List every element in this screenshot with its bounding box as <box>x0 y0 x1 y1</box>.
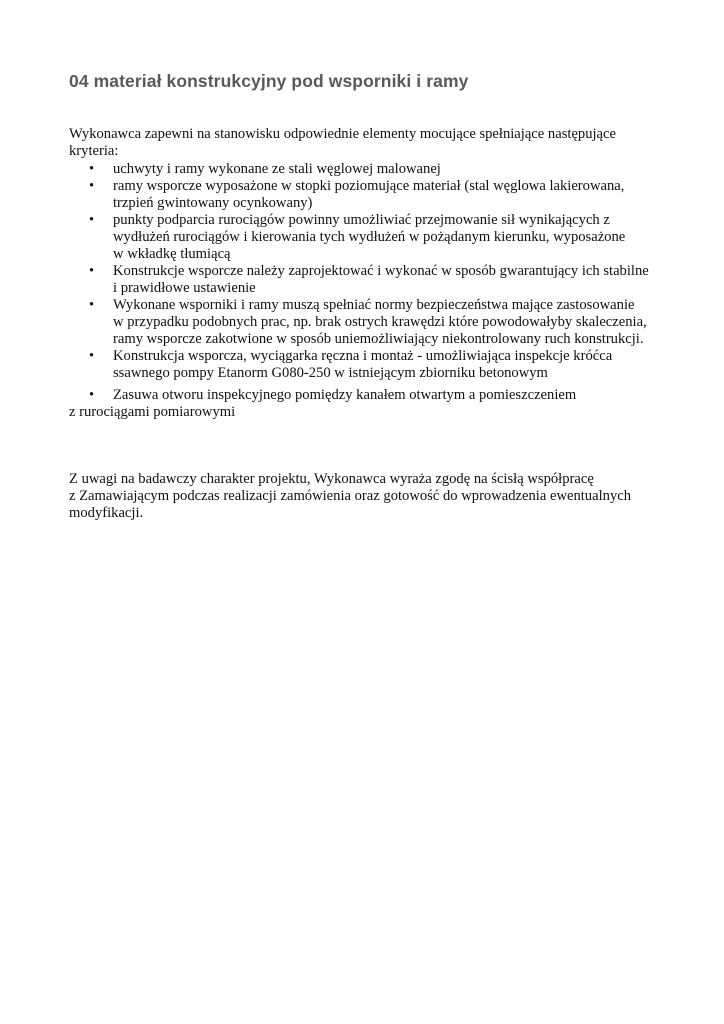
bullet-icon: • <box>89 178 95 194</box>
closing-line: z Zamawiającym podczas realizacji zamówienia oraz gotowość do wprowadzenia ewentualnych <box>69 488 632 504</box>
criteria-list <box>0 161 724 382</box>
criteria-line: Konstrukcja wsporcza, wyciągarka ręczna i montaż - umożliwiająca inspekcje króćca <box>113 348 613 364</box>
criteria-line: w wkładkę tłumiącą <box>113 246 231 262</box>
criteria-line: Wykonane wsporniki i ramy muszą spełniać normy bezpieczeństwa mające zastosowanie <box>113 297 635 313</box>
criteria-line: ssawnego pompy Etanorm G080-250 w istniejącym zbiorniku betonowym <box>113 365 548 381</box>
criteria-line: Konstrukcje wsporcze należy zaprojektować i wykonać w sposób gwarantujący ich stabilne <box>113 263 649 279</box>
criteria-line: ramy wsporcze wyposażone w stopki poziomujące materiał (stal węglowa lakierowana, <box>113 178 625 194</box>
bullet-icon: • <box>89 212 95 228</box>
criteria-list-item <box>0 212 658 263</box>
intro-paragraph: Wykonawca zapewni na stanowisku odpowiednie elementy mocujące spełniające następujące kryteria: <box>69 126 616 159</box>
closing-line: modyfikacji. <box>69 505 144 521</box>
criteria-line: z rurociągami pomiarowymi <box>69 404 236 420</box>
criteria-line: Zasuwa otworu inspekcyjnego pomiędzy kanałem otwartym a pomieszczeniem <box>113 387 577 403</box>
closing-paragraph <box>69 471 669 522</box>
criteria-list-item <box>0 297 658 348</box>
bullet-icon: • <box>89 387 95 403</box>
bullet-icon: • <box>89 348 95 364</box>
criteria-list-item <box>0 178 658 212</box>
criteria-line: uchwyty i ramy wykonane ze stali węglowej malowanej <box>113 161 441 177</box>
criteria-list-item-last <box>69 387 669 421</box>
criteria-list-item <box>0 263 658 297</box>
criteria-line: ramy wsporcze zakotwione w sposób uniemożliwiający niekontrolowany ruch konstrukcji. <box>113 331 644 347</box>
criteria-line: punkty podparcia rurociągów powinny umożliwiać przejmowanie sił wynikających z <box>113 212 610 228</box>
criteria-line: i prawidłowe ustawienie <box>113 280 256 296</box>
criteria-list-item <box>0 161 658 178</box>
bullet-icon: • <box>89 161 95 177</box>
criteria-line: trzpień gwintowany ocynkowany) <box>113 195 313 211</box>
closing-line: Z uwagi na badawczy charakter projektu, Wykonawca wyraża zgodę na ścisłą współpracę <box>69 471 594 487</box>
bullet-icon: • <box>89 263 95 279</box>
bullet-icon: • <box>89 297 95 313</box>
criteria-line: w przypadku podobnych prac, np. brak ostrych krawędzi które powodowałyby skaleczenia, <box>113 314 647 330</box>
criteria-line: wydłużeń rurociągów i kierowania tych wydłużeń w pożądanym kierunku, wyposażone <box>113 229 626 245</box>
criteria-list-item <box>0 348 658 382</box>
section-heading: 04 materiał konstrukcyjny pod wsporniki i ramy <box>69 71 469 91</box>
